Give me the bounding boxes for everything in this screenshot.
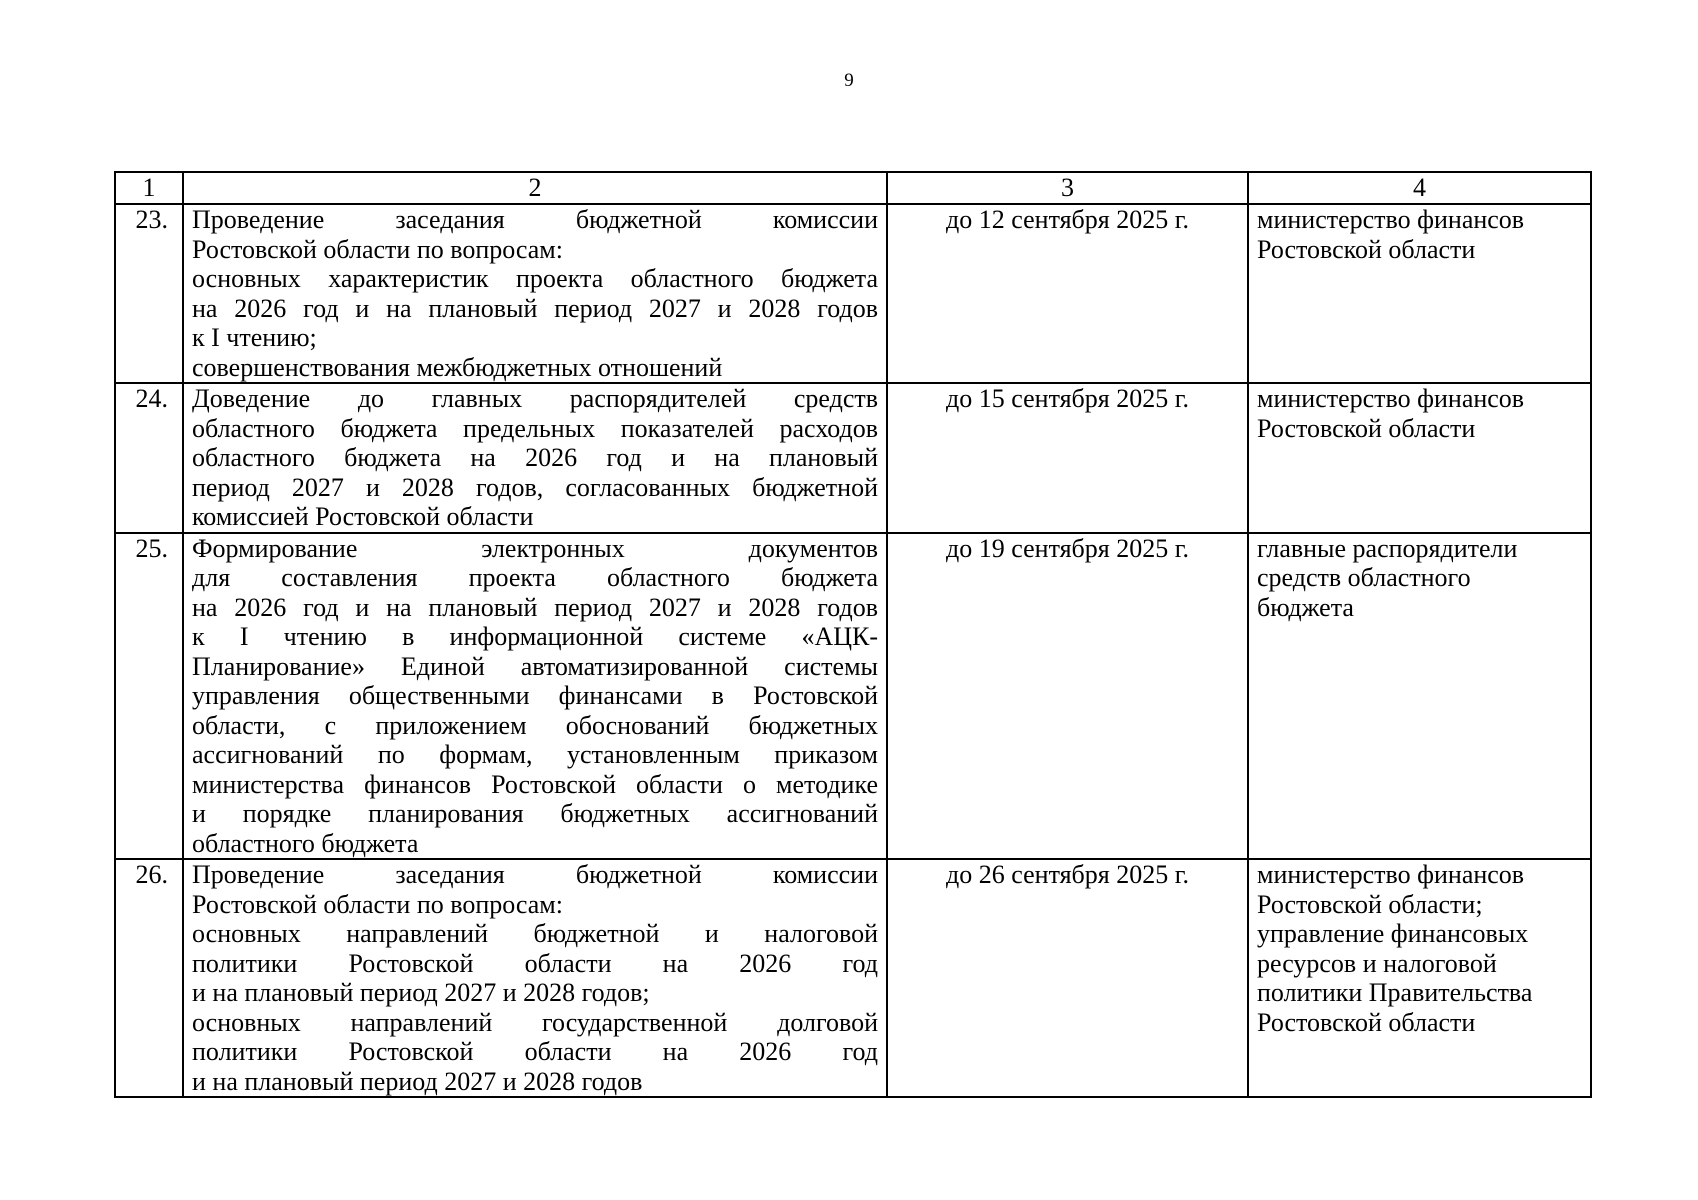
description-line: Ростовской области по вопросам: xyxy=(192,234,563,264)
activity-description xyxy=(183,533,887,860)
page-number: 9 xyxy=(844,70,854,91)
description-line: Доведение до главных распорядителей средств xyxy=(192,384,878,413)
column-number-2: 2 xyxy=(183,172,887,204)
description-line: основных характеристик проекта областного бюджета xyxy=(192,264,878,293)
description-line: ассигнований по формам, установленным приказом xyxy=(192,740,878,769)
description-line: министерства финансов Ростовской области о методике xyxy=(192,769,878,799)
description-line: политики Ростовской области на 2026 год xyxy=(192,948,878,978)
activity-description xyxy=(183,383,887,533)
table-row xyxy=(115,383,1591,533)
deadline: до 26 сентября 2025 г. xyxy=(887,859,1248,1097)
deadline: до 12 сентября 2025 г. xyxy=(887,204,1248,383)
description-line: и порядке планирования бюджетных ассигнований xyxy=(192,799,878,828)
description-line: и на плановый период 2027 и 2028 годов xyxy=(192,1066,643,1096)
description-line: Ростовской области по вопросам: xyxy=(192,889,563,919)
description-line: к I чтению; xyxy=(192,323,317,352)
row-number: 23. xyxy=(115,204,183,383)
description-line: Формирование электронных документов xyxy=(192,533,878,563)
table-row xyxy=(115,204,1591,383)
row-number: 24. xyxy=(115,383,183,533)
table-row xyxy=(115,533,1591,860)
table-row xyxy=(115,859,1591,1097)
row-number: 25. xyxy=(115,533,183,860)
description-line: Проведение заседания бюджетной комиссии xyxy=(192,205,878,234)
deadline: до 15 сентября 2025 г. xyxy=(887,383,1248,533)
description-line: и на плановый период 2027 и 2028 годов; xyxy=(192,978,650,1007)
activity-description xyxy=(183,859,887,1097)
description-line: областного бюджета на 2026 год и на плановый xyxy=(192,443,878,472)
description-line: на 2026 год и на плановый период 2027 и 2028 годов xyxy=(192,293,878,323)
description-line: период 2027 и 2028 годов, согласованных бюджетной xyxy=(192,472,878,502)
activity-description xyxy=(183,204,887,383)
description-line: области, с приложением обоснований бюджетных xyxy=(192,710,878,740)
description-line: областного бюджета предельных показателей расходов xyxy=(192,413,878,443)
row-number: 26. xyxy=(115,859,183,1097)
description-line: для составления проекта областного бюджета xyxy=(192,563,878,592)
description-line: к I чтению в информационной системе «АЦК- xyxy=(192,622,878,651)
deadline: до 19 сентября 2025 г. xyxy=(887,533,1248,860)
description-line: основных направлений государственной долговой xyxy=(192,1007,878,1037)
responsible-executor: министерство финансов Ростовской области; управление финансовых ресурсов и налоговой политики Правительства Ростовской области xyxy=(1248,859,1591,1097)
description-line: управления общественными финансами в Ростовской xyxy=(192,681,878,710)
responsible-executor: министерство финансов Ростовской области xyxy=(1248,204,1591,383)
description-line: основных направлений бюджетной и налоговой xyxy=(192,919,878,948)
description-line: Проведение заседания бюджетной комиссии xyxy=(192,860,878,889)
responsible-executor: министерство финансов Ростовской области xyxy=(1248,383,1591,533)
description-line: комиссией Ростовской области xyxy=(192,502,534,531)
table-header-row xyxy=(115,172,1591,204)
column-number-1: 1 xyxy=(115,172,183,204)
budget-schedule-table xyxy=(114,171,1592,1098)
description-line: Планирование» Единой автоматизированной системы xyxy=(192,651,878,681)
column-number-3: 3 xyxy=(887,172,1248,204)
description-line: совершенствования межбюджетных отношений xyxy=(192,352,723,382)
description-line: политики Ростовской области на 2026 год xyxy=(192,1037,878,1066)
responsible-executor: главные распорядители средств областного бюджета xyxy=(1248,533,1591,860)
description-line: на 2026 год и на плановый период 2027 и 2028 годов xyxy=(192,592,878,622)
description-line: областного бюджета xyxy=(192,828,419,858)
column-number-4: 4 xyxy=(1248,172,1591,204)
